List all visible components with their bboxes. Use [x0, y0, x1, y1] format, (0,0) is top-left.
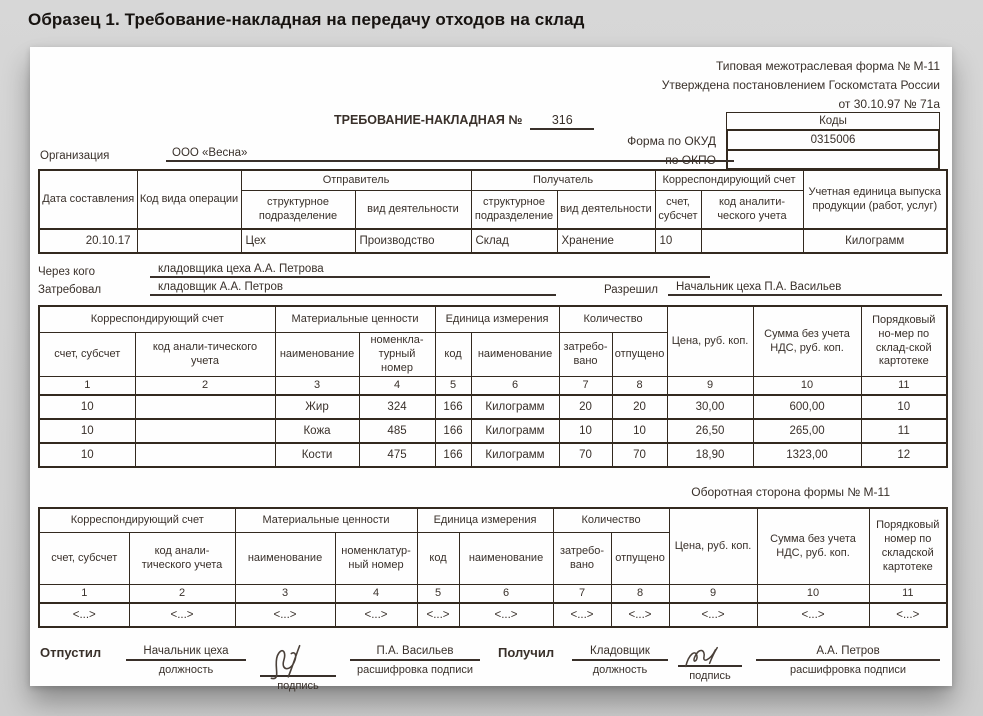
col-number: 3: [275, 377, 359, 396]
header-receiver: Получатель: [471, 170, 655, 191]
col-number: 6: [459, 585, 553, 604]
cell: 20: [612, 395, 667, 419]
cell: 10: [655, 229, 701, 253]
header-price: Цена, руб. коп.: [669, 508, 757, 585]
main-table: [38, 305, 948, 468]
cell: Цех: [241, 229, 355, 253]
via-row: [38, 263, 942, 278]
col-number: 10: [757, 585, 869, 604]
caption-position: должность: [592, 664, 648, 677]
cell: [135, 395, 275, 419]
col-number: 4: [359, 377, 435, 396]
cell: <...>: [417, 603, 459, 627]
header-code: код: [435, 333, 471, 377]
released-signature: [260, 638, 336, 677]
cell: <...>: [869, 603, 947, 627]
cell: <...>: [129, 603, 235, 627]
via-label: Через кого: [38, 266, 95, 278]
col-number: 11: [869, 585, 947, 604]
header-sum: Сумма без учета НДС, руб. коп.: [757, 508, 869, 585]
caption-position: должность: [158, 664, 214, 677]
signature-section: [38, 638, 942, 692]
released-signature-block: [260, 638, 336, 692]
doc-title: [334, 113, 594, 130]
cell: <...>: [335, 603, 417, 627]
col-number: 1: [39, 585, 129, 604]
cell: Килограмм: [471, 419, 559, 443]
header-unit-name: наименование: [459, 533, 553, 585]
received-position-block: [572, 638, 668, 676]
cell: [135, 443, 275, 467]
cell: [701, 229, 803, 253]
meta-line: Утверждена постановлением Госкомстата России: [661, 78, 940, 93]
signature-icon: [681, 644, 723, 671]
header-unit: Единица измерения: [417, 508, 553, 533]
table-row: [39, 419, 947, 443]
organization-value: ООО «Весна»: [166, 147, 734, 162]
cell: Кости: [275, 443, 359, 467]
header-corr-account: Корреспондирующий счет: [655, 170, 803, 191]
cell: 265,00: [753, 419, 861, 443]
col-number: 10: [753, 377, 861, 396]
form-paper: [30, 47, 952, 693]
form-meta: [662, 57, 940, 115]
doc-title-label: ТРЕБОВАНИЕ-НАКЛАДНАЯ №: [334, 113, 523, 127]
allowed-value: Начальник цеха П.А. Васильев: [668, 281, 942, 296]
col-number: 3: [235, 585, 335, 604]
col-number: 2: [129, 585, 235, 604]
header-nomen: номенкла-турный номер: [359, 333, 435, 377]
cell: 20.10.17: [39, 229, 137, 253]
received-position: Кладовщик: [572, 638, 668, 661]
col-number: 4: [335, 585, 417, 604]
col-number: 7: [559, 377, 612, 396]
header-quantity: Количество: [553, 508, 669, 533]
cell: 10: [559, 419, 612, 443]
cell: 600,00: [753, 395, 861, 419]
header-name: наименование: [275, 333, 359, 377]
page-title: Образец 1. Требование-накладная на передачу отходов на склад: [28, 10, 585, 29]
header-materials: Материальные ценности: [235, 508, 417, 533]
cell: [135, 419, 275, 443]
reverse-table: [38, 507, 948, 628]
table-row: [39, 306, 947, 333]
header-requested: затребо-вано: [559, 333, 612, 377]
header-struct-unit: структурное подразделение: [241, 191, 355, 230]
cell: Жир: [275, 395, 359, 419]
reverse-side-note: Оборотная сторона формы № М-11: [691, 485, 890, 500]
header-nomen: номенклатур-ный номер: [335, 533, 417, 585]
header-requested: затребо-вано: [553, 533, 611, 585]
cell: 10: [612, 419, 667, 443]
table-row: [39, 508, 947, 533]
table-row: [39, 170, 947, 191]
cell: 475: [359, 443, 435, 467]
doc-number: 316: [530, 113, 594, 130]
table-row: [39, 443, 947, 467]
col-number: 2: [135, 377, 275, 396]
info-table: [38, 169, 948, 254]
header-code: код: [417, 533, 459, 585]
form-header: [38, 55, 942, 169]
requested-value: кладовщик А.А. Петров: [150, 281, 556, 296]
released-position: Начальник цеха: [126, 638, 246, 661]
received-name-block: [756, 638, 940, 676]
codes-body: [726, 129, 940, 170]
header-op-code: Код вида операции: [137, 170, 241, 229]
okud-value: 0315006: [728, 131, 938, 151]
meta-line: Типовая межотраслевая форма № М-11: [715, 59, 940, 73]
caption-name: расшифровка подписи: [789, 664, 907, 677]
header-unit: Учетная единица выпуска продукции (работ, услуг): [803, 170, 947, 229]
cell: [137, 229, 241, 253]
organization-row: [40, 147, 734, 162]
header-date: Дата составления: [39, 170, 137, 229]
received-label: Получил: [498, 645, 555, 661]
cell: <...>: [459, 603, 553, 627]
header-price: Цена, руб. коп.: [667, 306, 753, 377]
header-activity: вид деятельности: [557, 191, 655, 230]
header-account: счет, субсчет: [655, 191, 701, 230]
released-position-block: [126, 638, 246, 676]
cell: 1323,00: [753, 443, 861, 467]
caption-name: расшифровка подписи: [356, 664, 474, 677]
okud-label: Форма по ОКУД: [627, 134, 716, 148]
cell: 324: [359, 395, 435, 419]
released-name: П.А. Васильев: [350, 638, 480, 661]
released-label: Отпустил: [40, 645, 102, 661]
cell: 485: [359, 419, 435, 443]
col-number: 8: [612, 377, 667, 396]
caption-signature: подпись: [689, 670, 731, 683]
allowed-label: Разрешил: [604, 284, 658, 296]
cell: 10: [39, 419, 135, 443]
cell: Килограмм: [471, 443, 559, 467]
cell: Производство: [355, 229, 471, 253]
received-signature: [678, 638, 742, 667]
cell: Кожа: [275, 419, 359, 443]
released-name-block: [350, 638, 480, 676]
cell: <...>: [553, 603, 611, 627]
header-activity: вид деятельности: [355, 191, 471, 230]
header-struct-unit: структурное подразделение: [471, 191, 557, 230]
organization-label: Организация: [40, 150, 110, 162]
header-analytic: код анали-тического учета: [135, 333, 275, 377]
cell: <...>: [235, 603, 335, 627]
cell: 70: [559, 443, 612, 467]
header-analytic: код аналити-ческого учета: [701, 191, 803, 230]
table-row: [39, 603, 947, 627]
header-corr-account: Корреспондирующий счет: [39, 508, 235, 533]
header-unit: Единица измерения: [435, 306, 559, 333]
col-number: 6: [471, 377, 559, 396]
cell: 30,00: [667, 395, 753, 419]
header-sum: Сумма без учета НДС, руб. коп.: [753, 306, 861, 377]
received-signature-block: [678, 638, 742, 682]
cell: <...>: [39, 603, 129, 627]
col-number: 9: [667, 377, 753, 396]
header-analytic: код анали-тического учета: [129, 533, 235, 585]
header-released: отпущено: [612, 333, 667, 377]
signature-icon: [263, 643, 310, 681]
col-number: 8: [611, 585, 669, 604]
received-name: А.А. Петров: [756, 638, 940, 661]
codes-box: [726, 112, 940, 170]
caption-signature: подпись: [277, 680, 319, 693]
header-quantity: Количество: [559, 306, 667, 333]
header-name: наименование: [235, 533, 335, 585]
header-released: отпущено: [611, 533, 669, 585]
requested-label: Затребовал: [38, 284, 102, 296]
cell: 20: [559, 395, 612, 419]
cell: 10: [39, 395, 135, 419]
cell: Килограмм: [803, 229, 947, 253]
cell: 10: [861, 395, 947, 419]
cell: 12: [861, 443, 947, 467]
cell: 166: [435, 419, 471, 443]
meta-line: от 30.10.97 № 71а: [838, 97, 940, 112]
okpo-label: по ОКПО: [665, 153, 716, 167]
cell: <...>: [611, 603, 669, 627]
col-number: 7: [553, 585, 611, 604]
cell: <...>: [757, 603, 869, 627]
cell: Склад: [471, 229, 557, 253]
cell: 11: [861, 419, 947, 443]
column-numbers-row: [39, 377, 947, 396]
header-card-index: Порядковый но-мер по склад-ской картотеке: [861, 306, 947, 377]
via-value: кладовщика цеха А.А. Петрова: [150, 263, 710, 278]
cell: 18,90: [667, 443, 753, 467]
header-sender: Отправитель: [241, 170, 471, 191]
cell: <...>: [669, 603, 757, 627]
cell: Килограмм: [471, 395, 559, 419]
cell: 70: [612, 443, 667, 467]
col-number: 5: [417, 585, 459, 604]
header-corr-account: Корреспондирующий счет: [39, 306, 275, 333]
codes-header: Коды: [819, 115, 847, 127]
cell: 166: [435, 395, 471, 419]
column-numbers-row: [39, 585, 947, 604]
header-account: счет, субсчет: [39, 533, 129, 585]
requested-row: [38, 281, 942, 296]
cell: 26,50: [667, 419, 753, 443]
header-account: счет, субсчет: [39, 333, 135, 377]
header-unit-name: наименование: [471, 333, 559, 377]
col-number: 9: [669, 585, 757, 604]
table-row: [39, 395, 947, 419]
table-row: [39, 229, 947, 253]
header-materials: Материальные ценности: [275, 306, 435, 333]
col-number: 11: [861, 377, 947, 396]
header-card-index: Порядковый номер по складской картотеке: [869, 508, 947, 585]
cell: Хранение: [557, 229, 655, 253]
col-number: 5: [435, 377, 471, 396]
okpo-value: [728, 151, 938, 168]
cell: 10: [39, 443, 135, 467]
cell: 166: [435, 443, 471, 467]
col-number: 1: [39, 377, 135, 396]
